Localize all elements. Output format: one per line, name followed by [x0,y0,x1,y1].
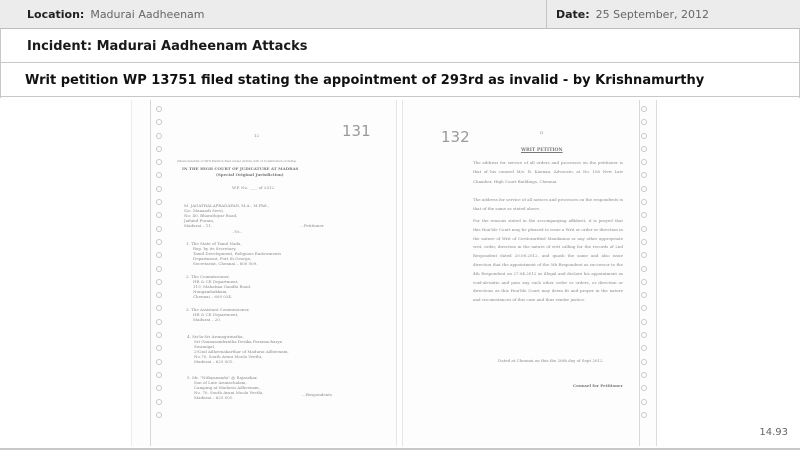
respondent-line: 119, Mahatma Gandhi Road, [193,284,252,289]
jurisdiction-line: (Special Original Jurisdiction) [216,172,284,177]
punch-holes [156,106,166,418]
right-document-page [402,100,657,446]
location-value: Madurai Aadheenam [90,8,205,21]
petitioner-line: Jaihind Puram, [184,218,215,223]
versus-label: ..Vs.. [232,229,243,234]
date-field [547,0,800,29]
court-line: IN THE HIGH COURT OF JUDICATURE AT MADRAS [182,166,299,171]
location-label: Location: [27,8,85,21]
respondent-line: 4. Sri-la-Sri Arunagirinatha, [187,334,244,339]
paragraph-address-respondents: The address for service of all notices and processes on the respondents is that of the same as stated above. [473,197,623,212]
signature-line: Counsel for Petitioner [573,383,623,388]
respondent-line: Rep. by its Secretary, [193,246,237,251]
petitioner-line: No: 40, Bharathiyar Road, [184,213,238,218]
respondent-line: Nungambakkam, [193,289,228,294]
incident-title: Incident: Madurai Aadheenam Attacks [0,30,800,63]
writ-petition-heading: WRIT PETITION [521,148,563,153]
scanned-document-image [0,98,800,448]
respondent-line: Chennai – 600 034. [193,294,233,299]
respondent-line: Camping at Madurai Adheenam, [194,385,260,390]
page-mark: II [540,130,544,135]
respondent-line: Madurai – 625 001. [194,395,234,400]
respondent-line: 5. Mr. "Nithyananda" @ Rajasekar, [187,375,258,380]
petitioner-line: Madurai – 11. [184,223,213,228]
respondent-line: HR & CE Department, [193,312,239,317]
slide-page-number: 14.93 [759,427,788,438]
respondent-line: 292nd Adheenakarthar of Madurai Adheenam, [194,349,289,354]
location-field [0,0,547,29]
wp-number: W.P. No. ____ of 2012 [232,185,275,190]
margin-line [150,100,151,446]
respondent-line: 1. The State of Tamil Nadu, [186,241,242,246]
petitioner-line: M. JAGATHALAPRADAPAN, M.A., M.Phil., [184,203,270,208]
respondent-line: Son of Late Arunachalam, [194,380,247,385]
respondent-line: No.70, South Avani Moola Veethi, [194,354,263,359]
handwritten-page-number: 132 [441,128,470,146]
respondent-line: Department, Fort St.George, [193,256,252,261]
respondent-line: Tamil Development, Religious Endowments [193,251,282,256]
petitioner-line: S/o. Manandi Servi, [184,208,224,213]
respondent-line: 3. The Assistant Commissioner, [186,307,250,312]
paragraph-prayer: For the reasons stated in the accompanying affidavit, it is prayed that this Hon'ble Court may be pleased to issue a Writ or order or direction in the nature of Writ of Certiorarified Mandamus or any other appropriate writ, order, direction in the nature of writ calling for the records of 2nd Respondent dated 20.08.2012, and quash the same and also issue direction that the appointment of the 5th Respondent as successor to the 4th Respondent on 27.04.2012 as illegal and declare his appointment as void-ab-initio and pass any such other order or orders, or direction or directions as this Hon'ble Court may deem fit and proper in the nature and circumstances of this case and thus render justice. [473,218,623,303]
respondent-line: HR & CE Department, [193,279,239,284]
dated-line: Dated at Chennai on this the 26th day of Sept 2012. [498,358,604,363]
margin-line [639,100,640,446]
punch-holes [641,106,651,418]
respondent-line: Madurai – 625 001. [194,359,234,364]
respondent-line: Madurai – 20. [193,317,222,322]
date-value: 25 September, 2012 [595,8,709,21]
header-bar [0,0,800,29]
respondents-label: ...Respondents [302,392,332,397]
memo-line: (Memorandum of Writ Petition filed under Article 226 of Constitution of India) [177,159,297,163]
date-label: Date: [556,8,590,21]
petitioner-label: ...Petitioner [300,223,324,228]
respondent-line: Swamigal, [194,344,216,349]
respondent-line: Secretariat, Chennai – 600 009. [193,261,258,266]
page-mark: 12 [254,133,260,138]
left-document-page [131,100,397,446]
handwritten-page-number: 131 [342,122,371,140]
respondent-line: Sri Gnanasambantha Desika Paramacharya [194,339,283,344]
paragraph-address-petitioner: The address for service of all orders and processes on the petitioner is that of his counsel M/s. R. Kannan, Advocate, at No. 160 New Law Chamber, High Court Buildings, Chennai. [473,160,623,184]
respondent-line: 2. The Commissioner, [186,274,230,279]
document-title: Writ petition WP 13751 filed stating the appointment of 293rd as invalid - by Krishnamurthy [0,64,800,97]
respondent-line: No. 70, South Avani Moola Veethi, [194,390,264,395]
